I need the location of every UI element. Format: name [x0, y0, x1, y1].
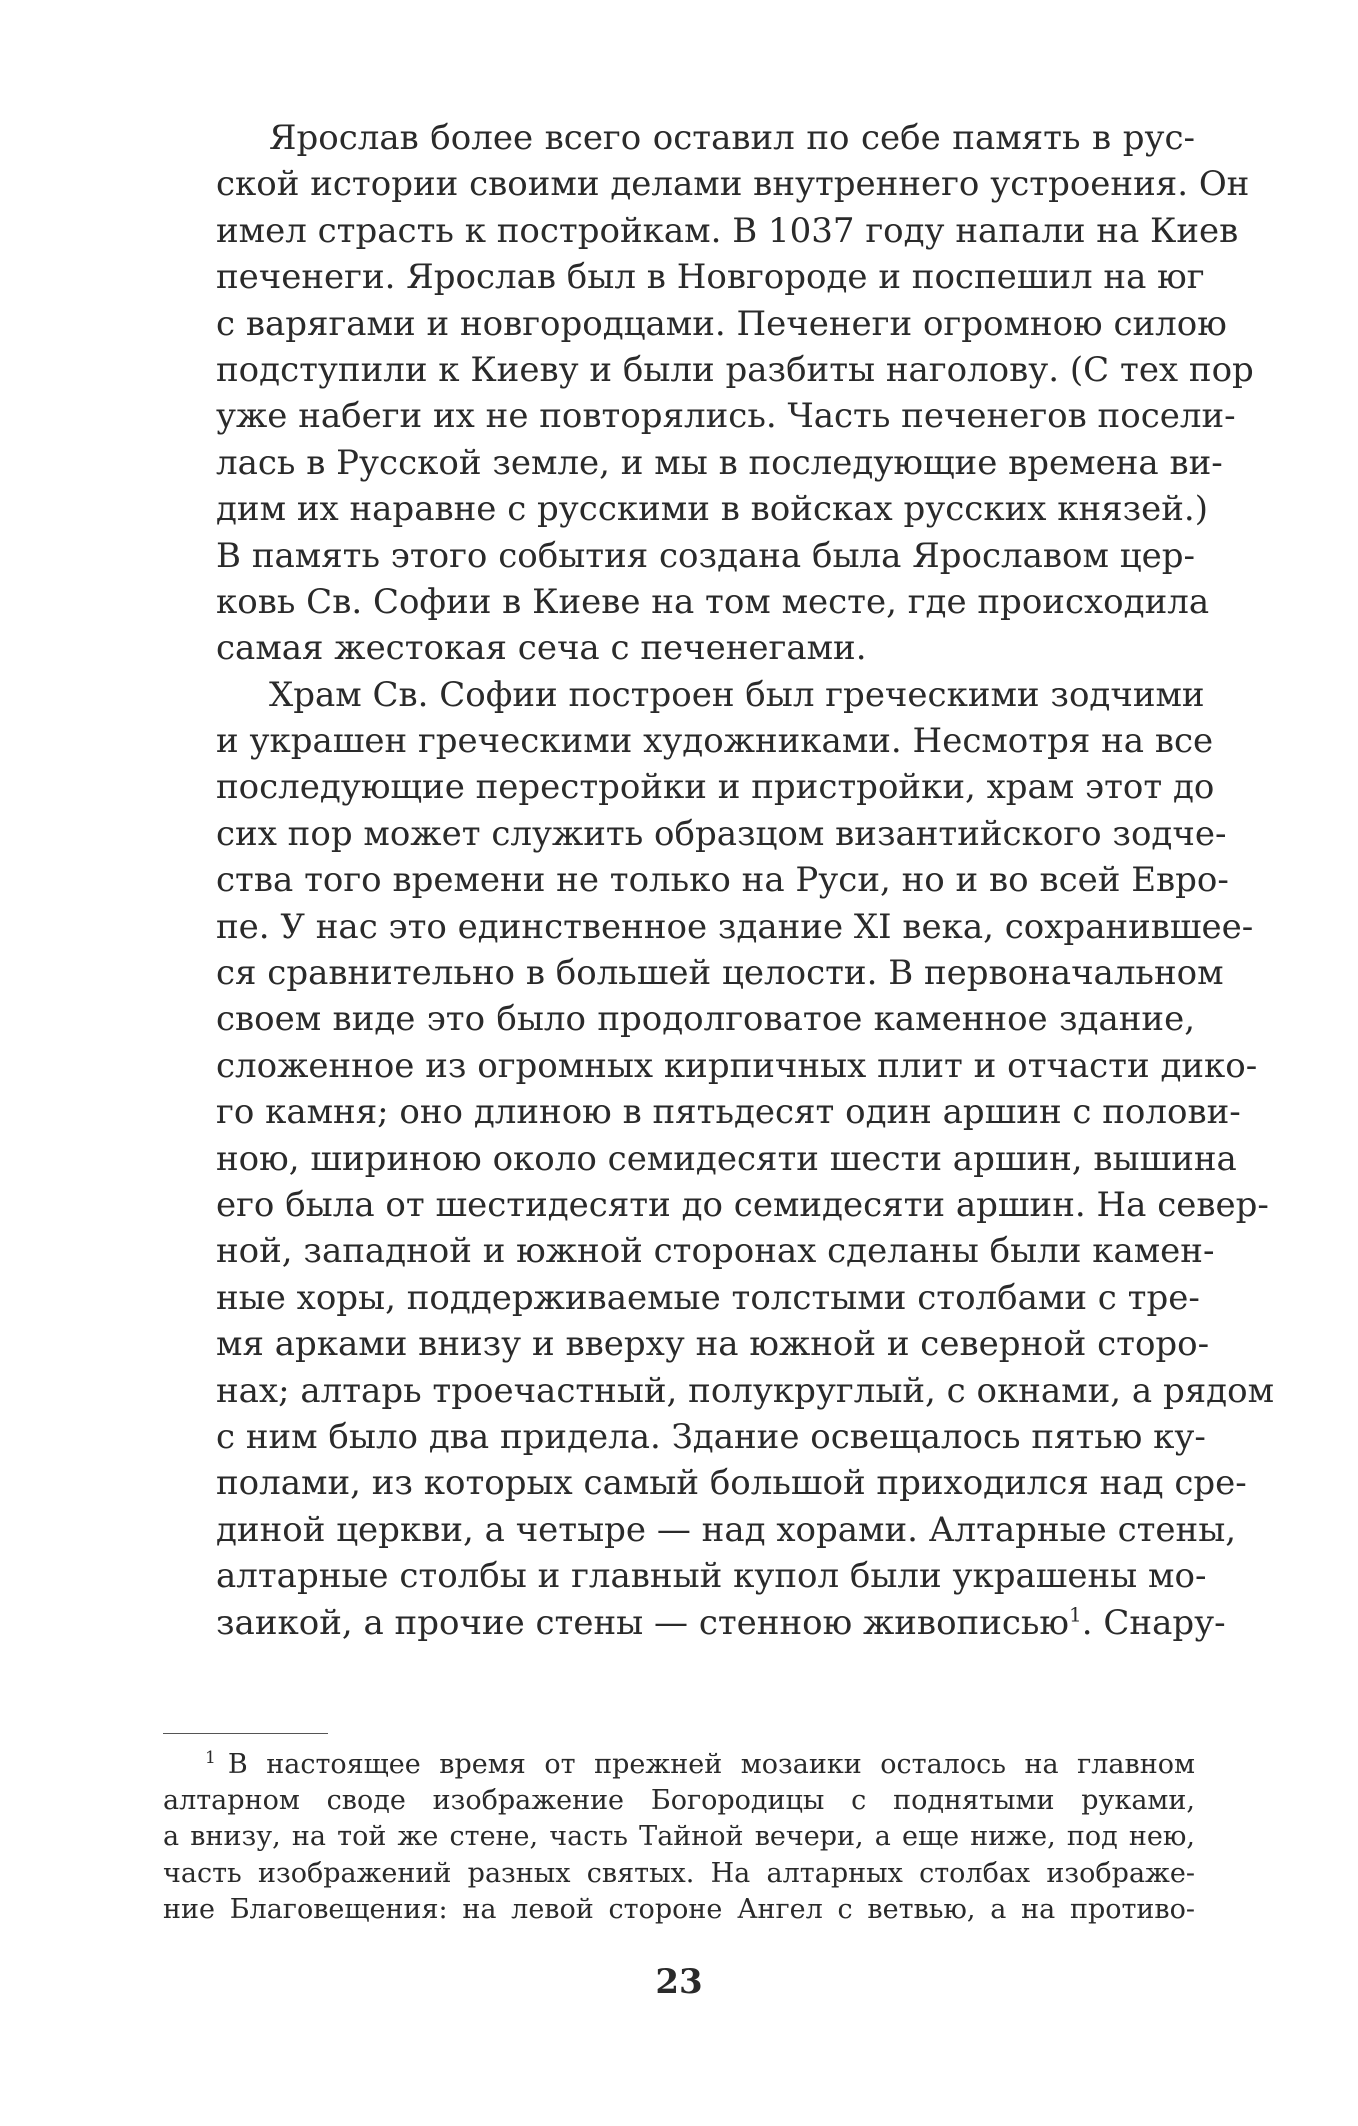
footnote-line: а внизу, на той же стене, часть Тайной вечери, а еще ниже, под нею,	[163, 1821, 1195, 1853]
text-line: сложенное из огромных кирпичных плит и отчасти дико-	[216, 1045, 1258, 1086]
text-line: Ярослав более всего оставил по себе память в рус-	[269, 118, 1195, 158]
footnote-marker: 1	[205, 1748, 216, 1768]
footnote-line: ние Благовещения: на левой стороне Ангел с ветвью, а на противо-	[163, 1893, 1195, 1925]
text-line: ской истории своими делами внутреннего устроения. Он	[216, 164, 1250, 205]
text-line: лась в Русской земле, и мы в последующие времена ви-	[216, 442, 1223, 483]
text-line: дим их наравне с русскими в войсках русских князей.)	[216, 489, 1208, 530]
text-line: своем виде это было продолговатое каменное здание,	[216, 999, 1195, 1040]
text-line: с варягами и новгородцами. Печенеги огромною силою	[216, 303, 1227, 344]
text-line: его была от шестидесяти до семидесяти аршин. На север-	[216, 1184, 1269, 1225]
text-line: самая жестокая сеча с печенегами.	[216, 628, 867, 669]
footnote-line: часть изображений разных святых. На алтарных столбах изображе-	[163, 1857, 1195, 1889]
text-line: подступили к Киеву и были разбиты наголову. (С тех пор	[216, 349, 1254, 390]
text-fragment: Снару-	[1103, 1602, 1226, 1643]
text-line: имел страсть к постройкам. В 1037 году напали на Киев	[216, 210, 1239, 251]
text-line: ной, западной и южной сторонах сделаны были камен-	[216, 1231, 1215, 1272]
text-line: ства того времени не только на Руси, но и во всей Евро-	[216, 860, 1229, 901]
footnote-reference[interactable]: 1	[1069, 1602, 1082, 1627]
text-line: нах; алтарь троечастный, полукруглый, с окнами, а рядом	[216, 1370, 1275, 1411]
text-line: ною, шириною около семидесяти шести аршин, вышина	[216, 1138, 1237, 1179]
page-number: 23	[655, 1962, 703, 2002]
text-line-with-footnote: заикой, а прочие стены — стенною живописью$^1$. Снару-	[216, 1602, 1226, 1643]
text-line: диной церкви, а четыре — над хорами. Алтарные стены,	[216, 1509, 1237, 1550]
text-line: го камня; оно длиною в пятьдесят один аршин с полови-	[216, 1092, 1241, 1133]
text-line: сих пор может служить образцом византийского зодче-	[216, 813, 1227, 854]
footnote-separator	[163, 1733, 328, 1734]
text-line: алтарные столбы и главный купол были украшены мо-	[216, 1556, 1207, 1597]
paragraph-yaroslav	[163, 115, 1254, 672]
text-line: Храм Св. Софии построен был греческими зодчими	[269, 674, 1205, 715]
text-line: с ним было два придела. Здание освещалось пятью ку-	[216, 1416, 1206, 1457]
text-fragment: заикой, а прочие стены — стенною живописью	[216, 1602, 1070, 1643]
main-text	[163, 115, 1275, 1646]
text-line: пе. У нас это единственное здание XI века, сохранившее-	[216, 906, 1254, 947]
text-line: печенеги. Ярослав был в Новгороде и поспешил на юг	[216, 257, 1205, 298]
footnote-text: В настоящее время от прежней мозаики осталось на главном	[227, 1749, 1195, 1780]
text-line: ся сравнительно в большей целости. В первоначальном	[216, 953, 1224, 994]
footnote-line: алтарном своде изображение Богородицы с поднятыми руками,	[163, 1785, 1195, 1817]
text-line: уже набеги их не повторялись. Часть печенегов посели-	[216, 396, 1236, 437]
text-line: мя арками внизу и вверху на южной и северной сторо-	[216, 1324, 1210, 1365]
paragraph-sofia	[163, 672, 1275, 1646]
text-line: полами, из которых самый большой приходился над сре-	[216, 1463, 1247, 1504]
text-line: последующие перестройки и пристройки, храм этот до	[216, 767, 1215, 808]
text-line: ные хоры, поддерживаемые толстыми столбами с тре-	[216, 1277, 1200, 1318]
text-line: и украшен греческими художниками. Несмотря на все	[216, 721, 1214, 762]
text-line: ковь Св. Софии в Киеве на том месте, где происходила	[216, 581, 1210, 622]
text-line: В память этого события создана была Ярославом цер-	[216, 535, 1195, 576]
footnote-line	[163, 1747, 1195, 1783]
footnote	[163, 1747, 1195, 1928]
